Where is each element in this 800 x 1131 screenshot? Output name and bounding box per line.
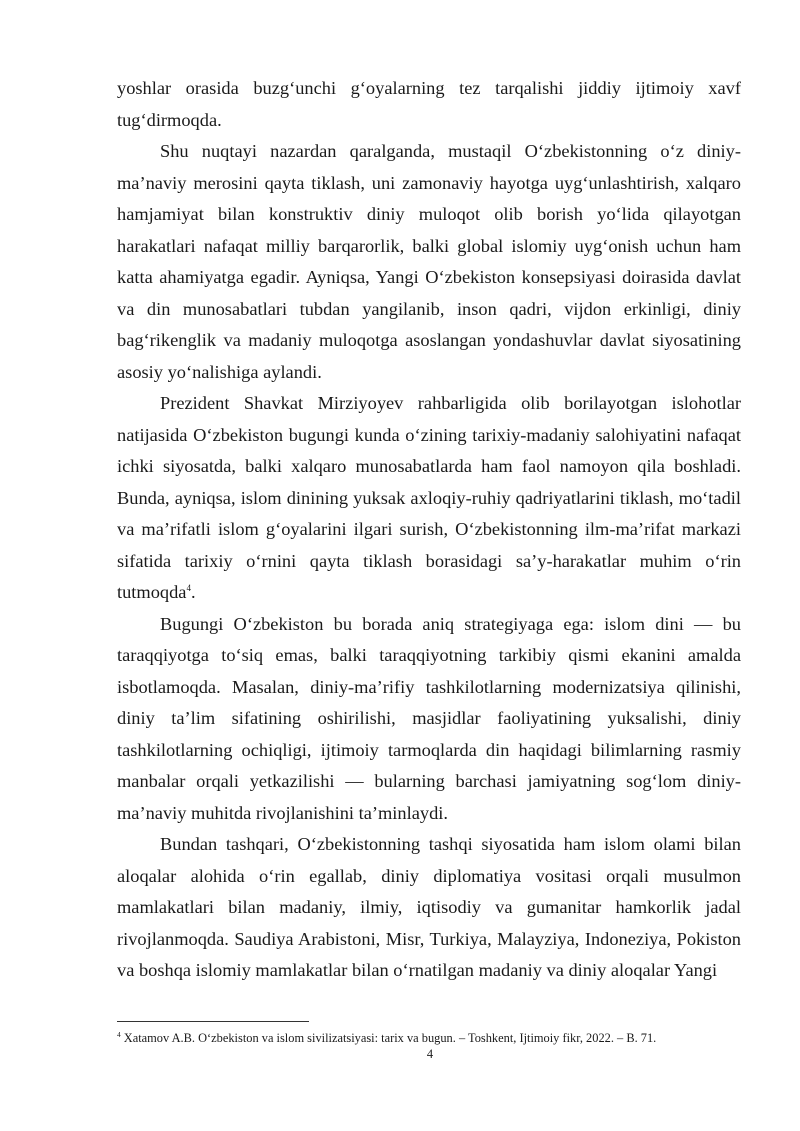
footnote-marker: 4 xyxy=(117,1029,121,1039)
page-number: 4 xyxy=(426,1047,434,1061)
footnote-reference[interactable]: 4 xyxy=(186,582,191,593)
footnote-separator xyxy=(117,1021,309,1022)
paragraph-4: Bugungi O‘zbekiston bu borada aniq strategiyaga ega: islom dini — bu taraqqiyotga to‘siq emas, balki taraqqiyotning tarkibiy qismi ekanini amalda isbotlamoqda. Masalan, diniy-ma’rifiy tashkilotlarning modernizatsiya qilinishi, diniy ta’lim sifatining oshirilishi, masjidlar faoliyatining yuksalishi, diniy tashkilotlarning ochiqligi, ijtimoiy tarmoqlarda din haqidagi bilimlarning rasmiy manbalar orqali yetkazilishi — bularning barchasi jamiyatning sog‘lom diniy-ma’naviy muhitda rivojlanishini ta’minlaydi. xyxy=(117,613,741,823)
paragraph-3-end: . xyxy=(190,582,196,602)
paragraph-5: Bundan tashqari, O‘zbekistonning tashqi siyosatida ham islom olami bilan aloqalar alohida o‘rin egallab, diniy diplomatiya vositasi orqali musulmon mamlakatlari bilan madaniy, ilmiy, iqtisodiy va gumanitar hamkorlik jadal rivojlanmoqda. Saudiya Arabistoni, Misr, Turkiya, Malayziya, Indoneziya, Pokiston va boshqa islomiy mamlakatlar bilan o‘rnatilgan madaniy va diniy aloqalar Yangi xyxy=(117,834,741,980)
paragraph-continuation: yoshlar orasida buzg‘unchi g‘oyalarning tez tarqalishi jiddiy ijtimoiy xavf tug‘dirmoqda. xyxy=(117,78,741,130)
footnote-text: Xatamov A.B. O‘zbekiston va islom sivilizatsiyasi: tarix va bugun. – Toshkent, Ijtimoiy fikr, 2022. – B. 71. xyxy=(123,1031,657,1045)
body-text xyxy=(117,73,741,987)
footnote xyxy=(117,1030,741,1046)
paragraph-3-text: Prezident Shavkat Mirziyoyev rahbarligida olib borilayotgan islohotlar natijasida O‘zbekiston bugungi kunda o‘zining tarixiy-madaniy salohiyatini nafaqat ichki siyosatda, balki xalqaro munosabatlarda ham faol namoyon qila boshladi. Bunda, ayniqsa, islom dinining yuksak axloqiy-ruhiy qadriyatlarini tiklash, mo‘tadil va ma’rifatli islom g‘oyalarini ilgari surish, O‘zbekistonning ilm-ma’rifat markazi sifatida tarixiy o‘rnini qayta tiklash borasidagi sa’y-harakatlar muhim o‘rin tutmoqda xyxy=(117,393,741,602)
paragraph-2: Shu nuqtayi nazardan qaralganda, mustaqil O‘zbekistonning o‘z diniy-ma’naviy merosini qayta tiklash, uni zamonaviy hayotga uyg‘unlashtirish, xalqaro hamjamiyat bilan konstruktiv diniy muloqot olib borish yo‘lida qilayotgan harakatlari nafaqat milliy barqarorlik, balki global islomiy uyg‘onish uchun ham katta ahamiyatga egadir. Ayniqsa, Yangi O‘zbekiston konsepsiyasi doirasida davlat va din munosabatlari tubdan yangilanib, inson qadri, vijdon erkinligi, diniy bag‘rikenglik va madaniy muloqotga asoslangan yondashuvlar davlat siyosatining asosiy yo‘nalishiga aylandi. xyxy=(117,141,741,382)
paragraph-3 xyxy=(117,388,741,609)
